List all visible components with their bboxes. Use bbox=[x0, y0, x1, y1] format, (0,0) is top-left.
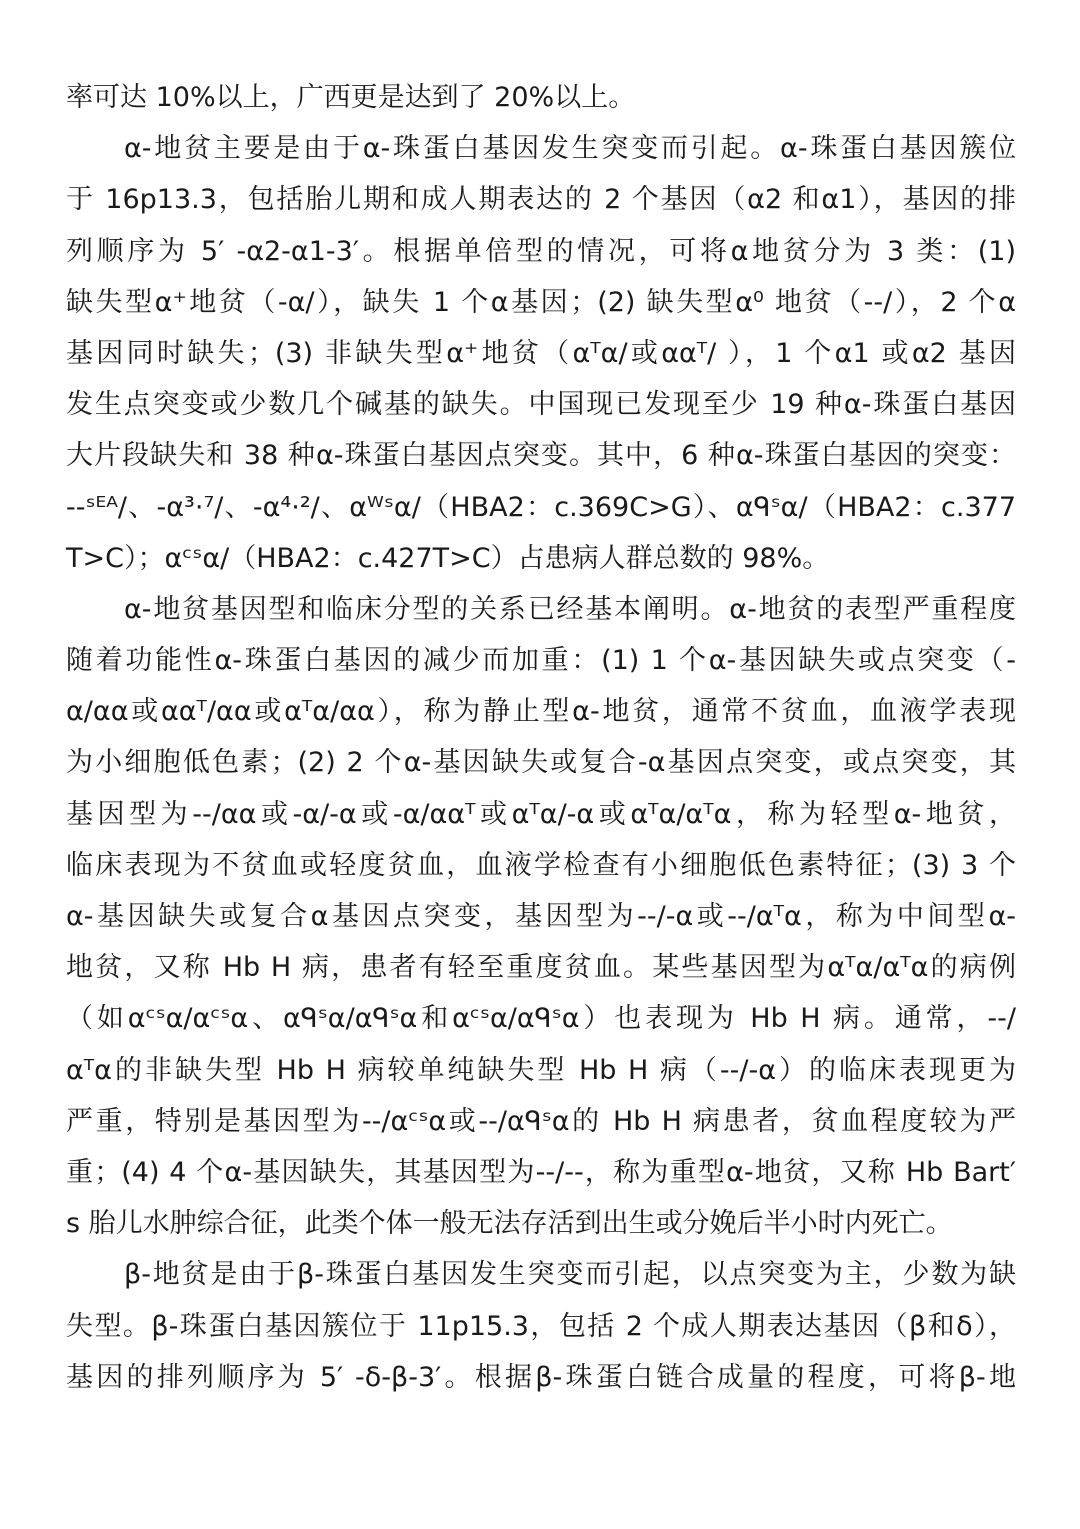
text-line: 地贫，又称 Hb H 病，患者有轻至重度贫血。某些基因型为αᵀα/αᵀα的病例 bbox=[66, 952, 1016, 984]
text-line: 随着功能性α-珠蛋白基因的减少而加重：(1) 1 个α-基因缺失或点突变（- bbox=[66, 645, 1016, 677]
text-line: 临床表现为不贫血或轻度贫血，血液学检查有小细胞低色素特征；(3) 3 个 bbox=[66, 849, 1016, 881]
text-line: 列顺序为 5′ -α2-α1-3′。根据单倍型的情况，可将α地贫分为 3 类：(1) bbox=[66, 235, 1016, 267]
text-line: 为小细胞低色素；(2) 2 个α-基因缺失或复合-α基因点突变，或点突变，其 bbox=[66, 747, 1016, 779]
text-line: （如αᶜˢα/αᶜˢα、αᑫˢα/αᑫˢα和αᶜˢα/αᑫˢα）也表现为 Hb H 病。通常，--/ bbox=[66, 1003, 1016, 1035]
text-line: 重；(4) 4 个α-基因缺失，其基因型为--/--，称为重型α-地贫，又称 Hb Bart′ bbox=[66, 1156, 1016, 1188]
text-line: 基因型为--/αα或-α/-α或-α/ααᵀ或αᵀα/-α或αᵀα/αᵀα，称为轻型α-地贫， bbox=[66, 798, 1016, 830]
text-line: 失型。β-珠蛋白基因簇位于 11p15.3，包括 2 个成人期表达基因（β和δ）， bbox=[66, 1310, 1016, 1342]
text-line: α-地贫基因型和临床分型的关系已经基本阐明。α-地贫的表型严重程度 bbox=[124, 593, 1016, 625]
text-line: α-基因缺失或复合α基因点突变，基因型为--/-α或--/αᵀα，称为中间型α- bbox=[66, 901, 1016, 932]
text-line: 缺失型α⁺地贫（-α/），缺失 1 个α基因；(2) 缺失型α⁰ 地贫（--/），2 个α bbox=[66, 286, 1016, 318]
text-line: α-地贫主要是由于α-珠蛋白基因发生突变而引起。α-珠蛋白基因簇位 bbox=[124, 133, 1016, 165]
text-line: 严重，特别是基因型为--/αᶜˢα或--/αᑫˢα的 Hb H 病患者，贫血程度较为严 bbox=[66, 1105, 1016, 1137]
document-page bbox=[66, 72, 1016, 1403]
text-line: --ˢᴱᴬ/、-α³·⁷/、-α⁴·²/、αᵂˢα/（HBA2：c.369C>G）、αᑫˢα/（HBA2：c.377 bbox=[66, 491, 1016, 523]
text-line: β-地贫是由于β-珠蛋白基因发生突变而引起，以点突变为主，少数为缺 bbox=[124, 1259, 1016, 1291]
text-line: αᵀα的非缺失型 Hb H 病较单纯缺失型 Hb H 病（--/-α）的临床表现更为 bbox=[66, 1054, 1016, 1086]
text-line: 率可达 10%以上，广西更是达到了 20%以上。 bbox=[66, 82, 636, 113]
text-line: 基因同时缺失；(3) 非缺失型α⁺地贫（αᵀα/或ααᵀ/ ），1 个α1 或α2 基因 bbox=[66, 337, 1016, 369]
text-line: 大片段缺失和 38 种α-珠蛋白基因点突变。其中，6 种α-珠蛋白基因的突变： bbox=[66, 440, 1016, 472]
text-line: 基因的排列顺序为 5′ -δ-β-3′。根据β-珠蛋白链合成量的程度，可将β-地 bbox=[66, 1361, 1016, 1393]
text-line: 于 16p13.3，包括胎儿期和成人期表达的 2 个基因（α2 和α1），基因的排 bbox=[66, 184, 1016, 216]
text-line: T>C）；αᶜˢα/（HBA2：c.427T>C）占患病人群总数的 98%。 bbox=[66, 542, 830, 574]
text-line: 发生点突变或少数几个碱基的缺失。中国现已发现至少 19 种α-珠蛋白基因 bbox=[66, 389, 1016, 421]
text-line: α/αα或ααᵀ/αα或αᵀα/αα），称为静止型α-地贫，通常不贫血，血液学表现 bbox=[66, 696, 1016, 728]
text-line: s 胎儿水肿综合征，此类个体一般无法存活到出生或分娩后半小时内死亡。 bbox=[66, 1208, 953, 1240]
